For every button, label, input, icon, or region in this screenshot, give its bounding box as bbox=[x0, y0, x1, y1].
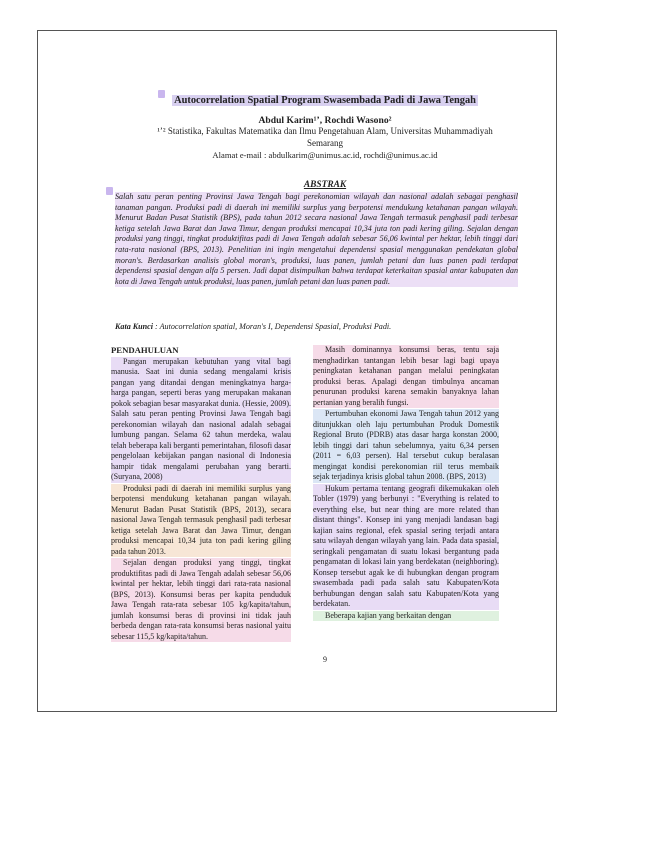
right-column bbox=[313, 345, 499, 622]
left-column bbox=[111, 345, 291, 643]
paragraph: Hukum pertama tentang geografi dikemukakan oleh Tobler (1979) yang berbunyi : "Everything is related to everything else, but near thing are more related than distant things". Konsep ini yang menjadi landasan bagi kajian sains regional, efek spasial sering terjadi antara satu wilayah dengan wilayah yang lain. Pada data spasial, seringkali pengamatan di suatu lokasi bergantung pada pengamatan di lokasi lain yang berdekatan (neighboring). Konsep tersebut agak ke di hubungkan dengan program swasembada padi pada salah satu Kabupaten/Kota berhubungan dengan salah satu Kabupaten/Kota yang berdekatan. bbox=[313, 483, 499, 608]
paragraph: Pangan merupakan kebutuhan yang vital bagi manusia. Saat ini dunia sedang mengalami krisis pangan yang ditandai dengan meningkatnya harga-harga pangan, seperti beras yang merupakan makanan pokok sebagian besar masyarakat dunia. (Hessie, 2009). Salah satu peran penting Provinsi Jawa Tengah bagi perekonomian wilayah dan nasional adalah sebagai lumbung pangan. Selama 62 tahun merdeka, walau telah beberapa kali berganti pemerintahan, filosofi dasar pengelolaan kebijakan pangan nasional di Indonesia hampir tidak mengalami perubahan yang berarti. (Suryana, 2008) bbox=[111, 356, 291, 481]
keywords bbox=[115, 322, 518, 331]
abstract-heading: ABSTRAK bbox=[303, 180, 347, 190]
paper-email: Alamat e-mail : abdulkarim@unimus.ac.id, rochdi@unimus.ac.id bbox=[212, 150, 438, 160]
abstract-text: Salah satu peran penting Provinsi Jawa Tengah bagi perekonomian wilayah dan nasional adalah sebagai penghasil tanaman pangan. Produksi padi di daerah ini memiliki surplus yang berpotensi mendukung ketahanan pangan wilayah. Menurut Badan Pusat Statistik (BPS), pada tahun 2012 secara nasional Jawa Tengah termasuk penghasil padi terbesar ketiga setelah Jawa Barat dan Jawa Timur, dengan produksi mencapai 10,34 juta ton padi kering giling. Sejalan dengan produksi yang tinggi, tingkat produktifitas padi di Jawa Tengah adalah sebesar 56,06 kwintal per hektar, lebih tinggi dari rata-rata nasional (BPS, 2013). Penelitian ini ingin mengetahui dependensi spasial menggunakan pendekatan global moran's. Berdasarkan analisis global moran's, produksi, luas panen, jumlah petani dan luas panen padi terdapat dependensi spasial dengan alfa 5 persen. Jadi dapat disimpulkan bahwa terdapat keterkaitan spasial antar kabupaten dan kota di Jawa Tengah untuk produksi, luas panen, jumlah petani dan luas panen padi. bbox=[115, 192, 518, 286]
keywords-text: : Autocorrelation spatial, Moran's I, Dependensi Spasial, Produksi Padi. bbox=[153, 322, 392, 331]
keywords-label: Kata Kunci bbox=[115, 322, 154, 331]
paper-affiliation: ¹ʼ² Statistika, Fakultas Matematika dan Ilmu Pengetahuan Alam, Universitas Muhammadiyah Semarang bbox=[157, 126, 493, 148]
paper-title: Autocorrelation Spatial Program Swasembada Padi di Jawa Tengah bbox=[174, 95, 476, 106]
paragraph: Masih dominannya konsumsi beras, tentu saja menghadirkan tantangan lebih besar lagi bagi upaya peningkatan ketahanan pangan melalui peningkatan produksi beras. Apalagi dengan timbulnya ancaman penurunan produksi karena semakin banyaknya lahan pertanian yang beralih fungsi. bbox=[313, 345, 499, 407]
annotation-marker[interactable] bbox=[106, 187, 113, 195]
paper-authors: Abdul Karim¹ʼ, Rochdi Wasono² bbox=[258, 115, 392, 126]
paragraph: Pertumbuhan ekonomi Jawa Tengah tahun 2012 yang ditunjukkan oleh laju pertumbuhan Produk Domestik Regional Bruto (PDRB) atas dasar harga konstan 2000, lebih tinggi dari tahun sebelumnya, yaitu 6,34 persen (2011 = 6,03 persen). Hal tersebut cukup beralasan mengingat kondisi perekonomian riil terus membaik sejak terjadinya krisis global tahun 2008. (BPS, 2013) bbox=[313, 409, 499, 481]
section-heading: PENDAHULUAN bbox=[111, 345, 179, 355]
paragraph: Beberapa kajian yang berkaitan dengan bbox=[313, 611, 499, 622]
page-number: 9 bbox=[323, 655, 327, 664]
paragraph: Sejalan dengan produksi yang tinggi, tingkat produktifitas padi di Jawa Tengah adalah sebesar 56,06 kwintal per hektar, lebih tinggi dari rata-rata nasional (BPS, 2013). Konsumsi beras per kapita penduduk Jawa Tengah rata-rata sebesar 105 kg/kapita/tahun, jumlah konsumsi beras di provinsi ini tidak jauh berbeda dengan rata-rata konsumsi beras nasional yaitu sebesar 115,5 kg/kapita/tahun. bbox=[111, 558, 291, 641]
paragraph: Produksi padi di daerah ini memiliki surplus yang berpotensi mendukung ketahanan pangan wilayah. Menurut Badan Pusat Statistik (BPS, 2013), secara nasional Jawa Tengah termasuk penghasil padi terbesar ketiga setelah Jawa Barat dan Jawa Timur, dengan produksi mencapai 10,34 juta ton padi kering giling pada tahun 2013. bbox=[111, 483, 291, 556]
